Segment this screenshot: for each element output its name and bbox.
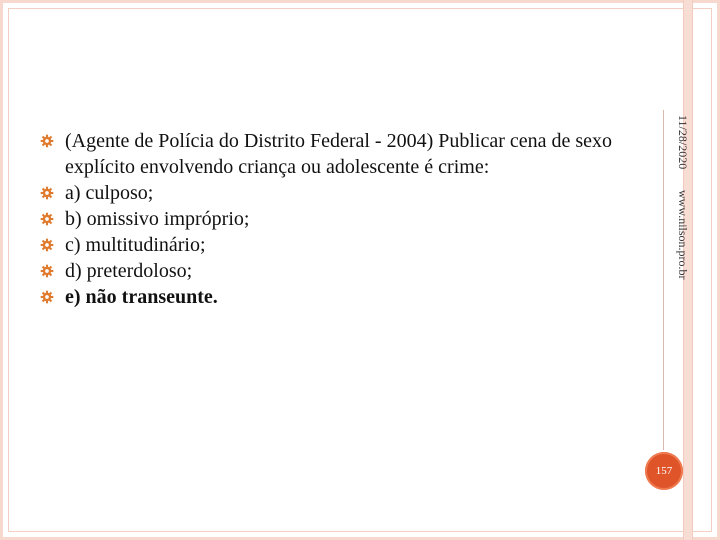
- slide-url: www.nilson.pro.br: [676, 190, 690, 280]
- question-text: (Agente de Polícia do Distrito Federal - 2004) Publicar cena de sexo explícito envolvendo criança ou adolescente é crime:: [65, 130, 613, 178]
- list-item: [40, 180, 640, 206]
- page-number-badge: 157: [645, 452, 683, 490]
- slide-content: [40, 128, 640, 310]
- gear-icon: [40, 134, 54, 148]
- gear-icon: [40, 238, 54, 252]
- gear-icon: [40, 290, 54, 304]
- side-divider: [663, 110, 664, 450]
- list-item: [40, 206, 640, 232]
- option-c: c) multitudinário;: [65, 234, 206, 256]
- list-item: [40, 258, 640, 284]
- list-item: [40, 128, 640, 180]
- gear-icon: [40, 186, 54, 200]
- gear-icon: [40, 212, 54, 226]
- list-item: [40, 284, 640, 310]
- slide-date: 11/28/2020: [676, 115, 690, 170]
- option-e-answer: e) não transeunte.: [65, 286, 218, 308]
- option-b: b) omissivo impróprio;: [65, 208, 250, 230]
- gear-icon: [40, 264, 54, 278]
- list-item: [40, 232, 640, 258]
- option-d: d) preterdoloso;: [65, 260, 193, 282]
- option-a: a) culposo;: [65, 182, 154, 204]
